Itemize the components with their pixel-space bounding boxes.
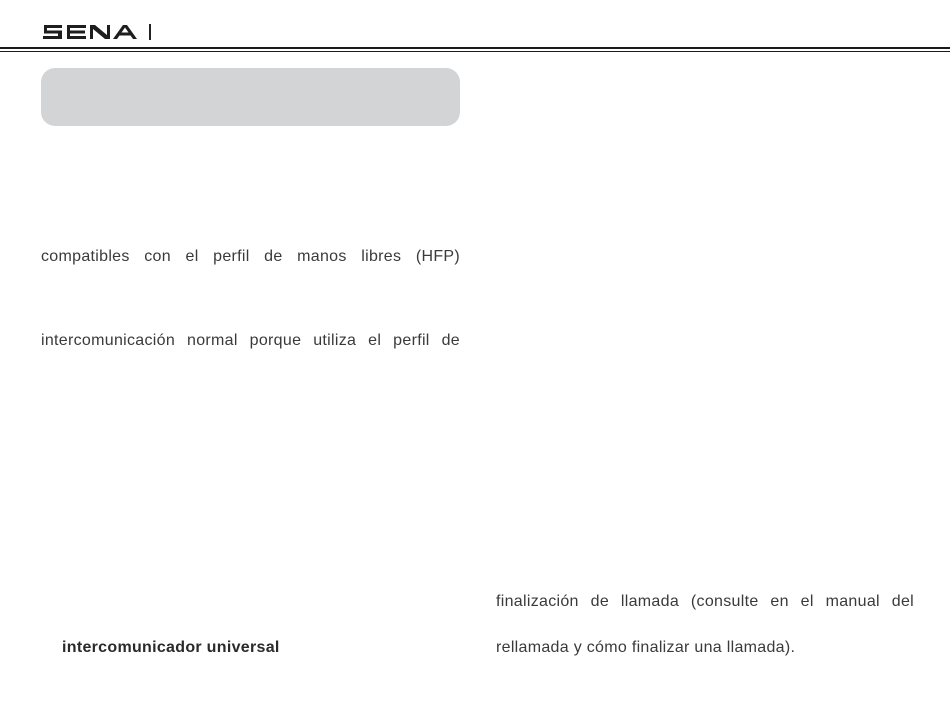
header-divider: [149, 24, 151, 40]
header-rule-thick: [0, 47, 950, 49]
left-text-line-2: intercomunicación normal porque utiliza el perfil de: [41, 332, 460, 349]
left-text-line-1: compatibles con el perfil de manos libres (HFP): [41, 248, 460, 265]
header-rule-thin: [0, 51, 950, 52]
section-title-box: [41, 68, 460, 126]
right-text-line-1: finalización de llamada (consulte en el manual del: [496, 593, 914, 610]
bold-term-label: intercomunicador universal: [62, 639, 280, 656]
sena-logo: [42, 22, 138, 42]
right-text-line-2: rellamada y cómo finalizar una llamada).: [496, 639, 796, 656]
